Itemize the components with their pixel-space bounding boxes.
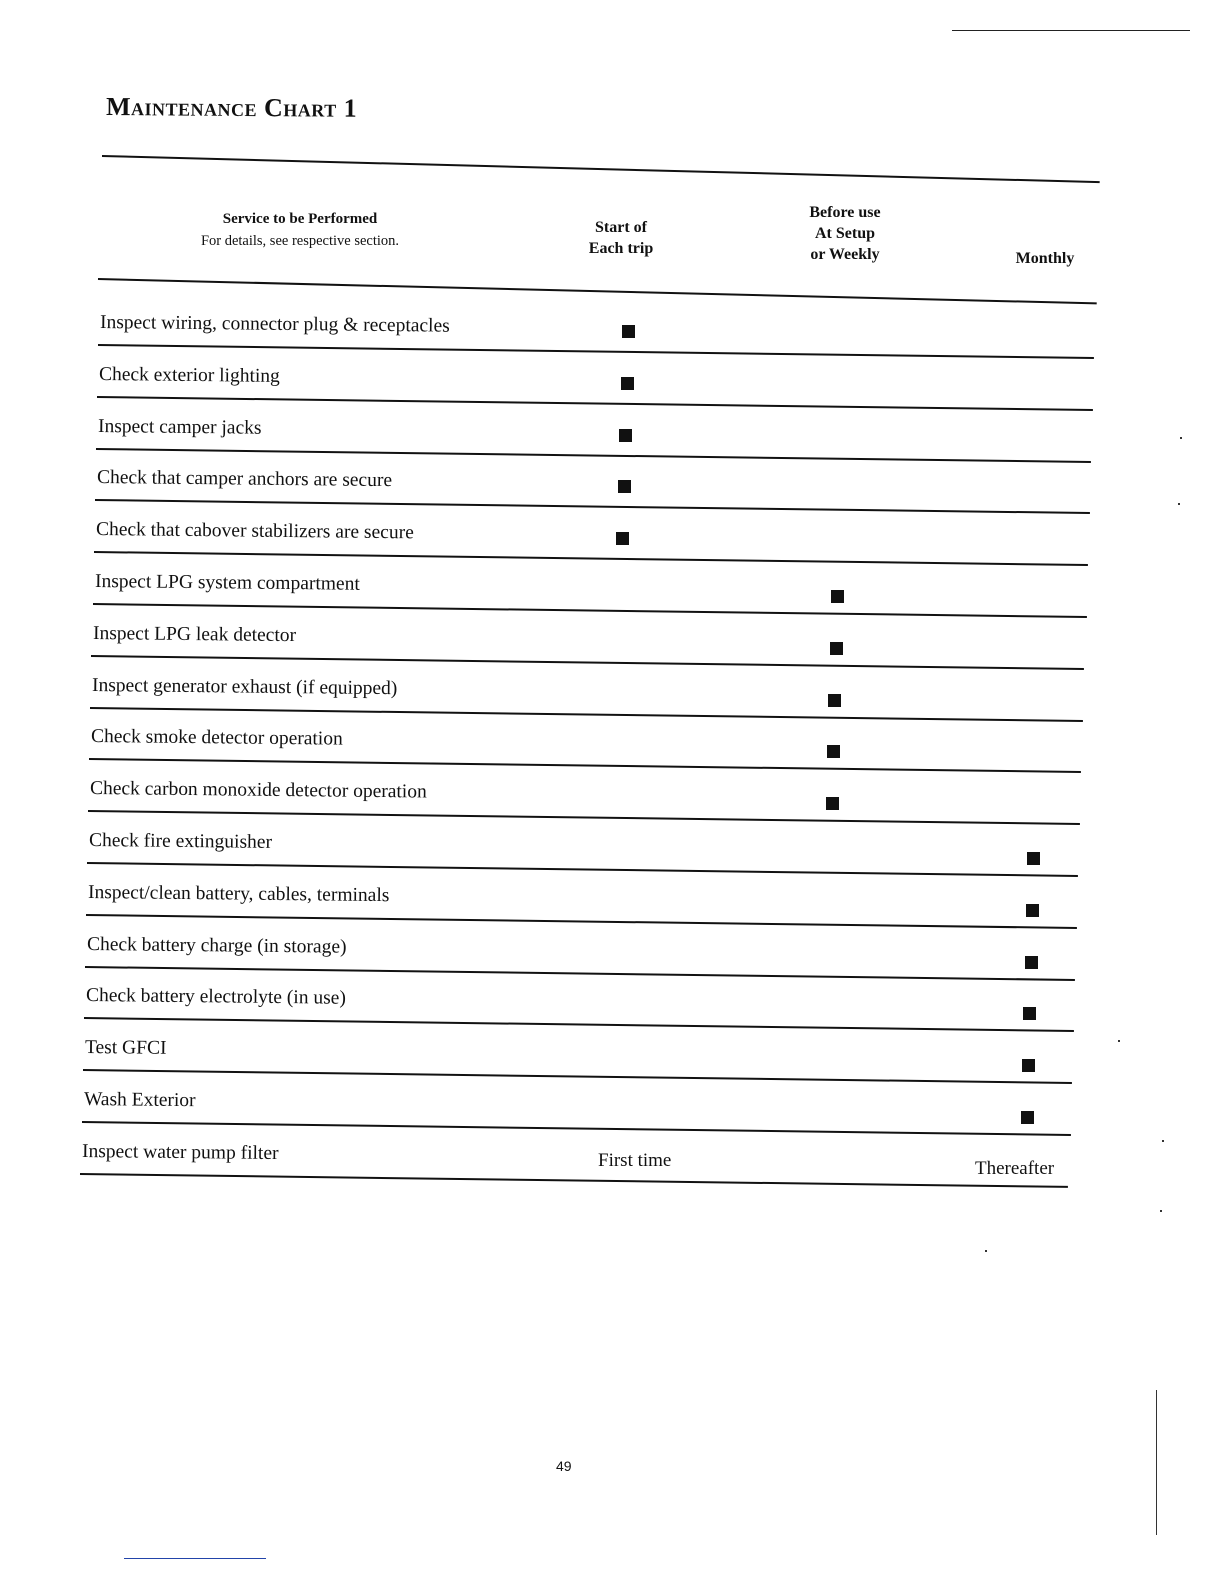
title-rule — [102, 155, 1100, 183]
row-rule — [83, 1069, 1072, 1084]
row-rule — [88, 810, 1079, 825]
task-label: Check exterior lighting — [98, 363, 280, 387]
scan-speck — [985, 1250, 987, 1252]
check-mark-before-use-weekly — [828, 694, 841, 707]
scan-speck — [1180, 437, 1182, 439]
row-rule — [87, 862, 1078, 877]
header-start-line1: Start of — [595, 219, 647, 236]
check-mark-start-of-each-trip — [616, 532, 629, 545]
task-label: Test GFCI — [84, 1037, 167, 1060]
task-label: Inspect LPG leak detector — [93, 622, 297, 646]
row-rule — [86, 914, 1076, 929]
check-mark-before-use-weekly — [830, 642, 843, 655]
header-service-title: Service to be Performed — [222, 211, 378, 227]
header-monthly: Monthly — [1015, 250, 1075, 267]
scan-edge-line — [1156, 1390, 1157, 1535]
scan-speck — [1160, 1210, 1162, 1212]
header-start-of-trip — [566, 217, 676, 259]
task-label: Wash Exterior — [83, 1089, 196, 1112]
row-rule — [98, 344, 1094, 359]
task-label: Inspect generator exhaust (if equipped) — [92, 674, 398, 699]
scan-speck — [1162, 1140, 1164, 1142]
scan-speck — [1118, 1040, 1120, 1042]
header-bottom-rule — [98, 278, 1097, 304]
check-mark-monthly — [1021, 1111, 1034, 1124]
check-mark-before-use-weekly — [826, 797, 839, 810]
check-mark-monthly — [1025, 956, 1038, 969]
task-label: Inspect/clean battery, cables, terminals — [87, 881, 390, 906]
page-number: 49 — [556, 1458, 572, 1474]
header-before-use — [780, 202, 910, 265]
header-before-line2: At Setup — [814, 225, 875, 242]
row-rule — [81, 1121, 1069, 1136]
row-rule — [80, 1173, 1068, 1188]
row-rule — [94, 551, 1088, 566]
top-corner-rule — [952, 30, 1190, 31]
task-label: Inspect wiring, connector plug & receptacles — [99, 312, 450, 337]
task-label: Check battery charge (in storage) — [86, 933, 347, 958]
header-service — [150, 208, 450, 252]
row-rule — [84, 1017, 1073, 1032]
row-rule — [97, 396, 1092, 411]
check-mark-monthly — [1026, 904, 1039, 917]
header-start-line2: Each trip — [588, 240, 654, 257]
task-label: Check battery electrolyte (in use) — [85, 985, 346, 1010]
row-rule — [90, 707, 1082, 722]
row-rule — [91, 655, 1084, 670]
task-label: Check carbon monoxide detector operation — [89, 778, 427, 803]
check-mark-start-of-each-trip — [618, 480, 631, 493]
row-rule — [89, 758, 1081, 773]
header-before-line3: or Weekly — [810, 246, 880, 263]
start-of-trip-text: First time — [598, 1149, 672, 1171]
check-mark-before-use-weekly — [827, 745, 840, 758]
row-rule — [85, 966, 1075, 981]
task-label: Inspect camper jacks — [97, 415, 262, 439]
task-label: Inspect LPG system compartment — [94, 571, 360, 595]
monthly-text: Thereafter — [975, 1157, 1055, 1179]
row-rule — [92, 603, 1085, 618]
check-mark-monthly — [1022, 1059, 1035, 1072]
check-mark-start-of-each-trip — [619, 429, 632, 442]
header-service-subtitle: For details, see respective section. — [200, 233, 400, 249]
task-label: Check that cabover stabilizers are secure — [95, 519, 414, 544]
check-mark-before-use-weekly — [831, 590, 844, 603]
task-label: Inspect water pump filter — [82, 1140, 280, 1164]
page-title: Maintenance Chart 1 — [105, 92, 358, 123]
check-mark-monthly — [1027, 852, 1040, 865]
row-rule — [96, 448, 1091, 463]
header-before-line1: Before use — [809, 204, 881, 221]
bottom-rule — [124, 1558, 266, 1559]
task-label: Check smoke detector operation — [91, 726, 344, 751]
check-mark-start-of-each-trip — [622, 325, 635, 338]
check-mark-start-of-each-trip — [621, 377, 634, 390]
scan-speck — [1178, 503, 1180, 505]
row-rule — [95, 499, 1089, 514]
check-mark-monthly — [1023, 1007, 1036, 1020]
task-label: Check fire extinguisher — [88, 830, 273, 853]
task-label: Check that camper anchors are secure — [96, 467, 392, 492]
